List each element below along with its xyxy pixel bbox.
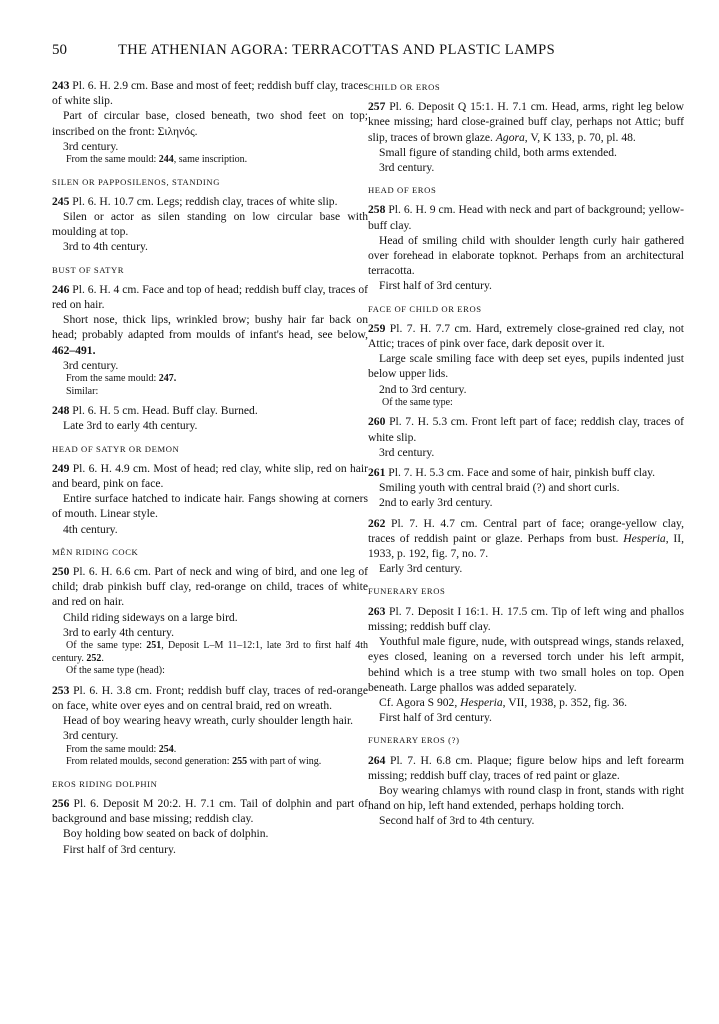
catalogue-entry-260 [368, 414, 684, 460]
catalogue-entry-243 [52, 78, 368, 167]
entry-text: Smiling youth with central braid (?) and short curls. [379, 481, 620, 495]
catalogue-entry-248 [52, 403, 368, 433]
catalogue-entry-250 [52, 564, 368, 678]
entry-description: Pl. 6. H. 4 cm. Face and top of head; reddish buff clay, traces of red on hair. [52, 282, 368, 312]
catalogue-entry-261 [368, 465, 684, 511]
section-heading: CHILD OR EROS [368, 82, 441, 92]
entry-note: Of the same type: [382, 396, 453, 408]
entry-text: Child riding sideways on a large bird. [63, 610, 238, 624]
entry-date: Early 3rd century. [379, 562, 463, 576]
entry-date: First half of 3rd century. [379, 711, 492, 725]
entry-text: Entire surface hatched to indicate hair. Fangs showing at corners of mouth. Linear style. [52, 492, 368, 521]
catalogue-entry-253 [52, 683, 368, 769]
running-title: THE ATHENIAN AGORA: TERRACOTTAS AND PLASTIC LAMPS [118, 42, 556, 58]
entry-note: From the same mould: 247. [66, 373, 177, 385]
entry-note: From related moulds, second generation: 255 with part of wing. [66, 756, 322, 768]
entry-number: 262 [368, 516, 386, 530]
entry-text: Part of circular base, closed beneath, two shod feet on top; inscribed on the front: Σιληνός. [52, 109, 368, 138]
entry-text: Short nose, thick lips, wrinkled brow; bushy hair far back on head; probably adapted from moulds of infant's head, see below, 462–491. [52, 313, 368, 357]
entry-number: 253 [52, 683, 70, 697]
section-heading: HEAD OF EROS [368, 185, 437, 196]
entry-date: 3rd century. [63, 729, 119, 743]
entry-note: From the same mould: 244, same inscription. [66, 154, 248, 166]
catalogue-entry-246 [52, 282, 368, 398]
catalogue-entry-263 [368, 604, 684, 726]
entry-date: Second half of 3rd to 4th century. [379, 814, 535, 828]
entry-number: 249 [52, 461, 70, 475]
entry-text: Youthful male figure, nude, with outspread wings, stands relaxed, eyes closed, leaning on a reversed torch under his left armpit, behind which is a tree stump with two small holes on top. Open beneath. Large phallos was added separately. [368, 635, 684, 694]
entry-text: Head of boy wearing heavy wreath, curly shoulder length hair. [63, 714, 354, 728]
section-heading: MÊN RIDING COCK [52, 546, 139, 557]
entry-number: 246 [52, 282, 70, 296]
entry-date: 3rd to 4th century. [63, 240, 148, 254]
entry-number: 261 [368, 466, 386, 480]
entry-number: 264 [368, 753, 386, 767]
catalogue-entry-256 [52, 796, 368, 857]
entry-date: 2nd to early 3rd century. [379, 496, 493, 510]
catalogue-entry-257: 257 Pl. 6. Deposit Q 15:1. H. 7.1 cm. Head, arms, right leg below knee missing; hard close-grained buff clay, perhaps not Attic; buff slip, traces of brown glaze. Agora, V, K 133, p. 70, pl. 48. Small figure of standing child, both arms extended. 3rd century. [368, 100, 684, 175]
entry-description: Pl. 6. Deposit M 20:2. H. 7.1 cm. Tail of dolphin and part of background and base missing; reddish clay. [52, 797, 368, 826]
entry-number: 245 [52, 194, 70, 208]
entry-description: Pl. 7. Deposit I 16:1. H. 17.5 cm. Tip of left wing and phallos missing; reddish buff clay. [368, 604, 684, 633]
section-heading: EROS RIDING DOLPHIN [52, 778, 158, 789]
entry-date: 3rd to early 4th century. [63, 625, 174, 639]
catalogue-entry-262: 262 Pl. 7. H. 4.7 cm. Central part of face; orange-yellow clay, traces of reddish paint or glaze. Perhaps from bust. Hesperia, II, 1933, p. 192, fig. 7, no. 7. Early 3rd century. [368, 516, 684, 576]
section-heading: FUNERARY EROS (?) [368, 735, 460, 746]
entry-date: 3rd century. [379, 445, 435, 459]
catalogue-entry-264 [368, 753, 684, 829]
entry-text: Small figure of standing child, both arms extended. [379, 145, 617, 159]
entry-number: 248 [52, 404, 70, 418]
entry-number: 256 [52, 797, 70, 811]
page-header [52, 42, 699, 66]
entry-description: Pl. 6. H. 9 cm. Head with neck and part of background; yellow-buff clay. [368, 203, 684, 232]
entry-number: 257 [368, 100, 386, 114]
entry-date: Late 3rd to early 4th century. [63, 419, 198, 433]
entry-description: Pl. 6. H. 5 cm. Head. Buff clay. Burned. [69, 404, 258, 418]
entry-text: Boy holding bow seated on back of dolphin. [63, 827, 269, 841]
entry-description: Pl. 7. H. 7.7 cm. Hard, extremely close-grained red clay, not Attic; traces of pink over face, dark deposit over it. [368, 321, 684, 351]
entry-description: Pl. 6. H. 3.8 cm. Front; reddish buff clay, traces of red-orange on face, white over eyes and on central braid, red on wreath. [52, 683, 368, 713]
section-heading: BUST OF SATYR [52, 264, 125, 275]
section-heading: FACE OF CHILD OR EROS [368, 303, 482, 314]
entry-date: First half of 3rd century. [63, 842, 176, 856]
entry-text: Boy wearing chlamys with round clasp in front, stands with right hand on hip, left hand extended, perhaps holding torch. [368, 783, 684, 813]
entry-text: Head of smiling child with shoulder length curly hair gathered over forehead in elaborate topknot. Perhaps from an architectural terracotta. [368, 233, 684, 278]
entry-text: Silen or actor as silen standing on low circular base with moulding at top. [52, 210, 368, 239]
entry-description: Pl. 7. H. 6.8 cm. Plaque; figure below hips and left forearm missing; reddish buff clay, traces of red paint or glaze. [368, 753, 684, 782]
entry-text: Large scale smiling face with deep set eyes, pupils indented just below upper lids. [368, 352, 684, 381]
right-column [368, 78, 684, 829]
entry-reference: Cf. Agora S 902, Hesperia, VII, 1938, p. 352, fig. 36. [379, 695, 628, 709]
entry-number: 260 [368, 415, 386, 429]
entry-description: Pl. 6. H. 6.6 cm. Part of neck and wing of bird, and one leg of child; drab pinkish buff clay, red-orange on child, traces of white and red on hair. [52, 565, 368, 609]
catalogue-entry-259 [368, 321, 684, 410]
left-column [52, 78, 368, 857]
entry-date: 2nd to 3rd century. [379, 382, 467, 396]
entry-description: Pl. 6. H. 10.7 cm. Legs; reddish clay, traces of white slip. [69, 194, 338, 208]
catalogue-entry-258 [368, 202, 684, 293]
page-number: 50 [52, 42, 67, 58]
section-heading: FUNERARY EROS [368, 586, 446, 597]
entry-number: 250 [52, 565, 70, 579]
entry-number: 258 [368, 203, 386, 217]
entry-description: Pl. 6. H. 4.9 cm. Most of head; red clay, white slip, red on hair and beard, pink on face. [52, 461, 368, 491]
entry-number: 263 [368, 604, 386, 618]
entry-description: Pl. 7. H. 5.3 cm. Front left part of face; reddish clay, traces of white slip. [368, 415, 684, 444]
section-heading: SILEN OR PAPPOSILENOS, STANDING [52, 176, 221, 187]
catalogue-entry-249 [52, 461, 368, 537]
entry-date: First half of 3rd century. [379, 279, 492, 293]
entry-note: From the same mould: 254. [66, 743, 177, 755]
entry-date: 3rd century. [379, 161, 435, 175]
entry-date: 3rd century. [63, 139, 119, 153]
entry-number: 259 [368, 321, 386, 335]
entry-date: 3rd century. [63, 358, 119, 372]
entry-number: 243 [52, 79, 70, 92]
entry-description: Pl. 7. H. 5.3 cm. Face and some of hair, pinkish buff clay. [385, 466, 656, 480]
catalogue-entry-245 [52, 194, 368, 255]
entry-note: Of the same type (head): [66, 665, 165, 677]
entry-date: 4th century. [63, 522, 118, 536]
entry-description: Pl. 6. H. 2.9 cm. Base and most of feet; reddish buff clay, traces of white slip. [52, 79, 368, 108]
entry-note: Of the same type: 251, Deposit L–M 11–12:1, late 3rd to first half 4th century. 252. [52, 640, 368, 664]
section-heading: HEAD OF SATYR OR DEMON [52, 443, 180, 454]
entry-note: Similar: [66, 385, 99, 397]
